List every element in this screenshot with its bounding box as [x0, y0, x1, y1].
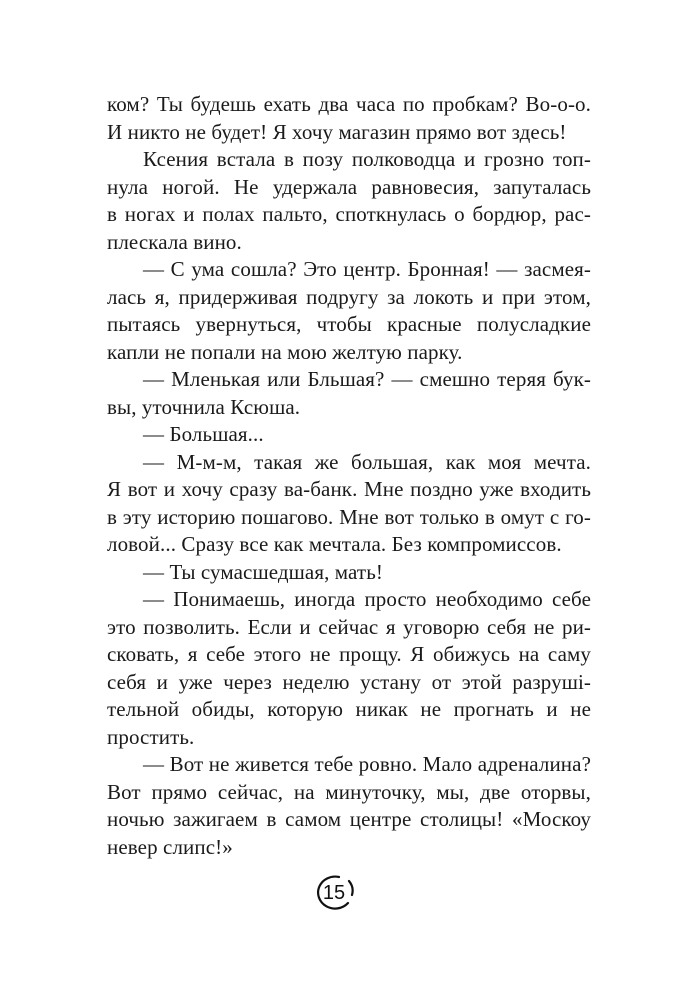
text-line: плескала вино.	[107, 229, 242, 254]
text-line: Я вот и хочу сразу ва-банк. Мне поздно уже входить	[107, 477, 591, 501]
text-line: ловой... Сразу все как мечтала. Без компромиссов.	[107, 532, 562, 556]
page-number	[312, 873, 358, 913]
text-line: — С ума сошла? Это центр. Бронная! — засмея-	[143, 257, 591, 281]
text-line: Вот прямо сейчас, на минуточку, мы, две оторвы,	[107, 779, 591, 804]
text-line: тельной обиды, которую никак не прогнать и не	[107, 697, 591, 721]
text-line: в ногах и полах пальто, споткнулась о бордюр, рас-	[107, 202, 591, 226]
text-line: — Вот не живется тебе ровно. Мало адреналина?	[143, 752, 591, 776]
text-line: Ксения встала в позу полководца и грозно топ-	[143, 147, 591, 171]
text-line: лась я, придерживая подругу за локоть и при этом,	[107, 284, 591, 309]
text-line: — Ты сумасшедшая, мать!	[143, 559, 383, 584]
text-line: ночью зажигаем в самом центре столицы! «Москоу	[107, 807, 591, 831]
page-body-text	[107, 91, 591, 861]
text-line: — Мленькая или Бльшая? — смешно теряя бук-	[143, 367, 591, 391]
text-line: простить.	[107, 724, 195, 749]
text-line: вы, уточнила Ксюша.	[107, 394, 301, 419]
text-line: невер слипс!»	[107, 834, 233, 859]
text-line: себя и уже через неделю устану от этой разрушi-	[107, 669, 591, 694]
text-line: сковать, я себе этого не прощу. Я обижусь на саму	[107, 642, 591, 666]
text-line: нула ногой. Не удержала равновесия, запуталась	[107, 174, 591, 199]
text-line: капли не попали на мою желтую парку.	[107, 339, 463, 364]
text-line: И никто не будет! Я хочу магазин прямо вот здесь!	[107, 119, 567, 144]
text-line: ком? Ты будешь ехать два часа по пробкам? Во-о-о.	[107, 92, 591, 116]
text-line: — М-м-м, такая же большая, как моя мечта.	[143, 449, 591, 474]
text-line: — Понимаешь, иногда просто необходимо себе	[143, 587, 591, 611]
page-number-label: 15	[322, 882, 346, 904]
text-line: это позволить. Если и сейчас я уговорю себя не ри-	[107, 614, 591, 639]
text-line: — Большая...	[143, 422, 264, 446]
text-line: в эту историю пошагово. Мне вот только в омут с го-	[107, 504, 591, 529]
text-line: пытаясь увернуться, чтобы красные полусладкие	[107, 312, 591, 336]
